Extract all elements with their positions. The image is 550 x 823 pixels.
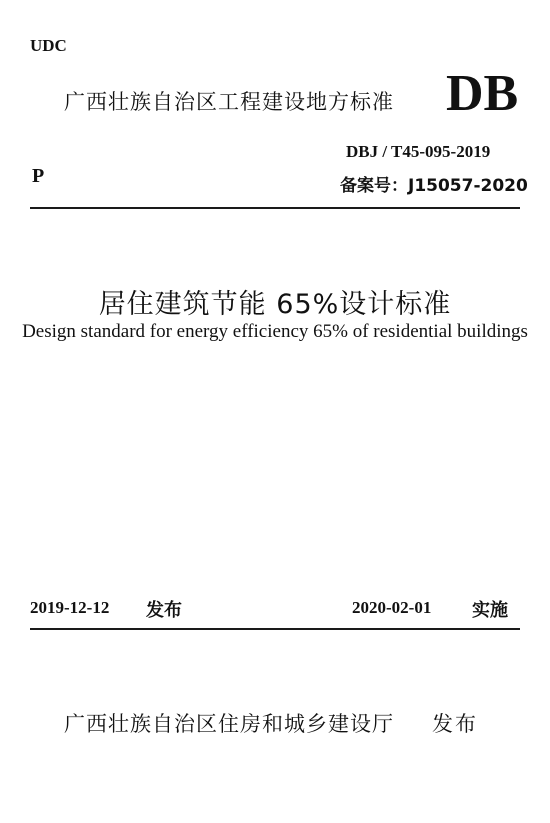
publisher-name: 广西壮族自治区住房和城乡建设厅 [64, 712, 394, 736]
record-number: 备案号：J15057-2020 [340, 176, 528, 196]
issue-label: 发布 [146, 600, 182, 621]
db-mark: DB [446, 65, 519, 122]
document-title-english: Design standard for energy efficiency 65% of residential buildings [22, 321, 528, 342]
udc-label: UDC [30, 36, 67, 55]
category-code: P [32, 165, 45, 187]
implement-date: 2020-02-01 [352, 598, 432, 617]
document-title-chinese: 居住建筑节能 65%设计标准 [98, 289, 452, 320]
implement-label: 实施 [472, 600, 508, 621]
issuer-title: 广西壮族自治区工程建设地方标准 [64, 90, 394, 114]
standard-number: DBJ / T45-095-2019 [346, 142, 491, 161]
dates-divider [30, 628, 520, 630]
header-divider [30, 207, 520, 209]
issue-date: 2019-12-12 [30, 598, 110, 617]
publish-label: 发布 [432, 712, 478, 736]
